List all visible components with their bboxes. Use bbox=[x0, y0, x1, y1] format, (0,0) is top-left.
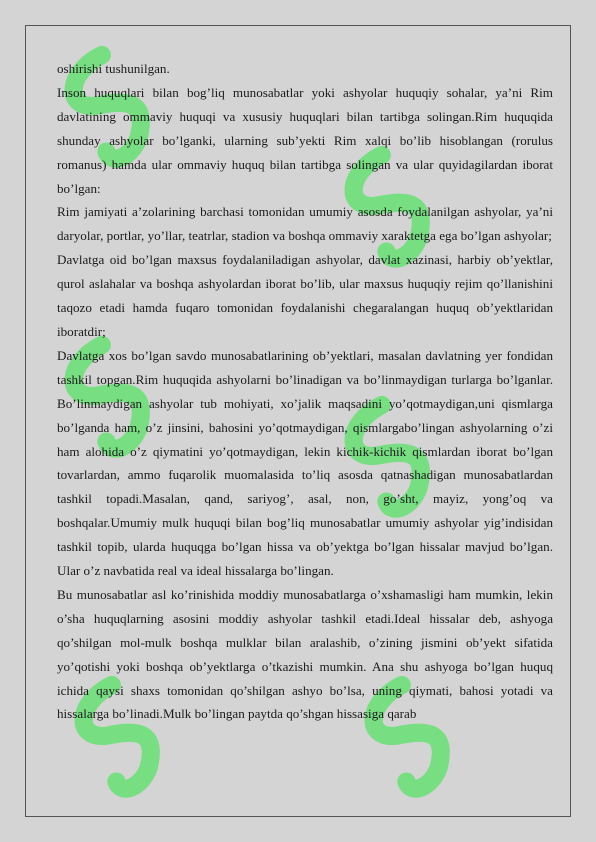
paragraph: oshirishi tushunilgan. bbox=[57, 61, 170, 76]
paragraph: Davlatga xos bo’lgan savdo munosabatlarining ob’yektlari, masalan davlatning yer fondidan tashkil topgan.Rim huquqida ashyolarni bo’linadigan va bo’linmaydigan turlarga bo’lganlar. Bo’linmaydigan ashyolar tub mohiyati, xo’jalik maqsadini yo’qotmaydigan,uni qismlarga bo’lganda ham, o’z jinsini, bahosini yo’qotmaydigan, qismlargabo’lingan ashyolarning o’zi ham alohida o’z qiymatini yo’qotmaydigan, lekin kichik-kichik qismlardan iborat bo’lgan tovarlardan, ammo fuqarolik muomalasida to’liq asosda qatnashadigan munosabatlardan tashkil topadi.Masalan, qand, sariyog’, asal, non, go’sht, mayiz, yong’oq va boshqalar.Umumiy mulk huquqi bilan bog’liq munosabatlar umumiy ashyolar yig’indisidan tashkil topib, ularda huquqga bo’lgan hissa va ob’yektga bo’lgan hissalar mavjud bo’lgan. Ular o’z navbatida real va ideal hissalarga bo’lingan. bbox=[57, 347, 553, 579]
paragraph: Bu munosabatlar asl ko’rinishida moddiy munosabatlarga o’xshamasligi ham mumkin, lekin o’sha huquqlarning asosini moddiy ashyolar tashkil etadi.Ideal hissalar deb, ashyoga qo’shilgan mol-mulk boshqa mulklar bilan aralashib, o’zining jismini ob’yekt sifatida yo’qotishi yoki boshqa ob’yektlarga o’tkazishi mumkin. Ana shu ashyoga bo’lgan huquq ichida qaysi shaxs tomonidan qo’shilgan ashyo bo’lsa, uning qiymati, bahosi yotadi va hissalarga bo’linadi.Mulk bo’lingan paytda qo’shgan hissasiga qarab bbox=[57, 586, 553, 722]
paragraph: Davlatga oid bo’lgan maxsus foydalaniladigan ashyolar, davlat xazinasi, harbiy ob’yektlar, qurol aslahalar va boshqa ashyolardan iborat bo’lib, ular maxsus huquqiy rejim qo’llanishini taqozo etadi hamda fuqaro tomonidan foydalanishi chegaralangan huquq ob’yektlaridan iboratdir; bbox=[57, 252, 553, 339]
document-page bbox=[25, 25, 571, 817]
paragraph: Rim jamiyati a’zolarining barchasi tomonidan umumiy asosda foydalanilgan ashyolar, ya’ni daryolar, portlar, yo’llar, teatrlar, stadion va boshqa ommaviy xaraktetga ega bo’lgan ashyolar; bbox=[57, 204, 553, 244]
document-body bbox=[57, 57, 553, 726]
paragraph: Inson huquqlari bilan bog’liq munosabatlar yoki ashyolar huquqiy sohalar, ya’ni Rim davlatining ommaviy huquqi va xususiy huquqlari bilan tartibga solingan.Rim huquqida shunday ashyolar bo’lganki, ularning sub’yekti Rim xalqi bo’lib hisoblangan (rorulus romanus) hamda ular ommaviy huquq bilan tartibga solingan va ular quyidagilardan iborat bo’lgan: bbox=[57, 84, 553, 196]
